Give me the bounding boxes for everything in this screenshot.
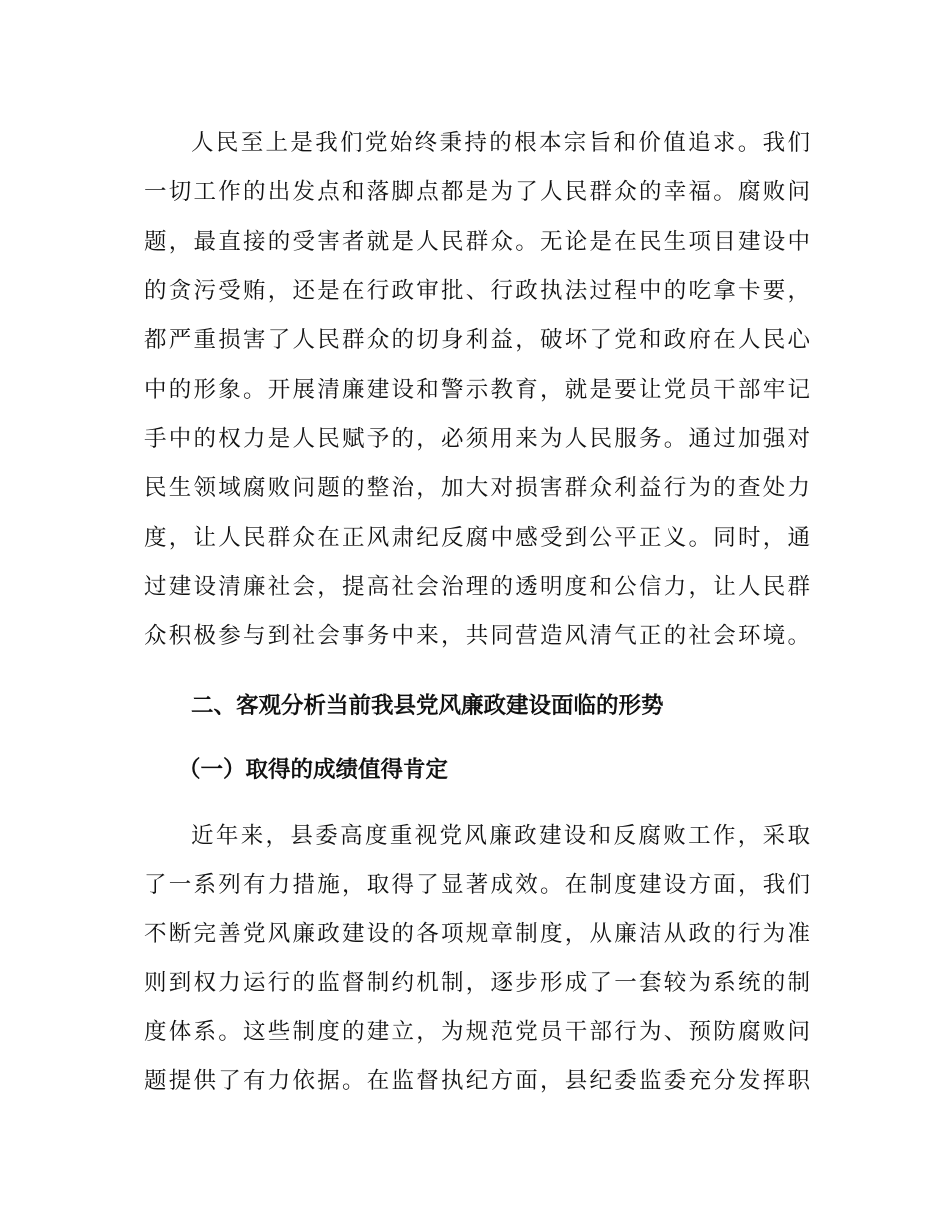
paragraph-1-line-5: 都严重损害了人民群众的切身利益，破坏了党和政府在人民心: [144, 327, 810, 353]
paragraph-1-line-1: 人民至上是我们党始终秉持的根本宗旨和价值追求。我们: [191, 130, 810, 156]
paragraph-1-line-7: 手中的权力是人民赋予的，必须用来为人民服务。通过加强对: [144, 426, 810, 452]
paragraph-2-line-1: 近年来，县委高度重视党风廉政建设和反腐败工作，采取: [191, 823, 810, 849]
paragraph-1-line-11: 众积极参与到社会事务中来，共同营造风清气正的社会环境。: [144, 623, 810, 649]
subsection-heading: （一）取得的成绩值得肯定: [178, 757, 449, 783]
section-heading: 二、客观分析当前我县党风廉政建设面临的形势: [191, 693, 664, 719]
paragraph-1-line-2: 一切工作的出发点和落脚点都是为了人民群众的幸福。腐败问: [144, 179, 810, 205]
paragraph-1-line-3: 题，最直接的受害者就是人民群众。无论是在民生项目建设中: [144, 229, 810, 255]
paragraph-2-line-4: 则到权力运行的监督制约机制，逐步形成了一套较为系统的制: [144, 970, 810, 996]
paragraph-2-line-2: 了一系列有力措施，取得了显著成效。在制度建设方面，我们: [144, 872, 810, 898]
paragraph-1-line-6: 中的形象。开展清廉建设和警示教育，就是要让党员干部牢记: [144, 377, 810, 403]
paragraph-1-line-10: 过建设清廉社会，提高社会治理的透明度和公信力，让人民群: [144, 574, 810, 600]
paragraph-2-line-6: 题提供了有力依据。在监督执纪方面，县纪委监委充分发挥职: [144, 1068, 810, 1094]
paragraph-1-line-8: 民生领域腐败问题的整治，加大对损害群众利益行为的查处力: [144, 475, 810, 501]
paragraph-1-line-9: 度，让人民群众在正风肃纪反腐中感受到公平正义。同时，通: [144, 525, 810, 551]
paragraph-1-line-4: 的贪污受贿，还是在行政审批、行政执法过程中的吃拿卡要，: [144, 278, 810, 304]
paragraph-2-line-3: 不断完善党风廉政建设的各项规章制度，从廉洁从政的行为准: [144, 921, 810, 947]
paragraph-2-line-5: 度体系。这些制度的建立，为规范党员干部行为、预防腐败问: [144, 1019, 810, 1045]
